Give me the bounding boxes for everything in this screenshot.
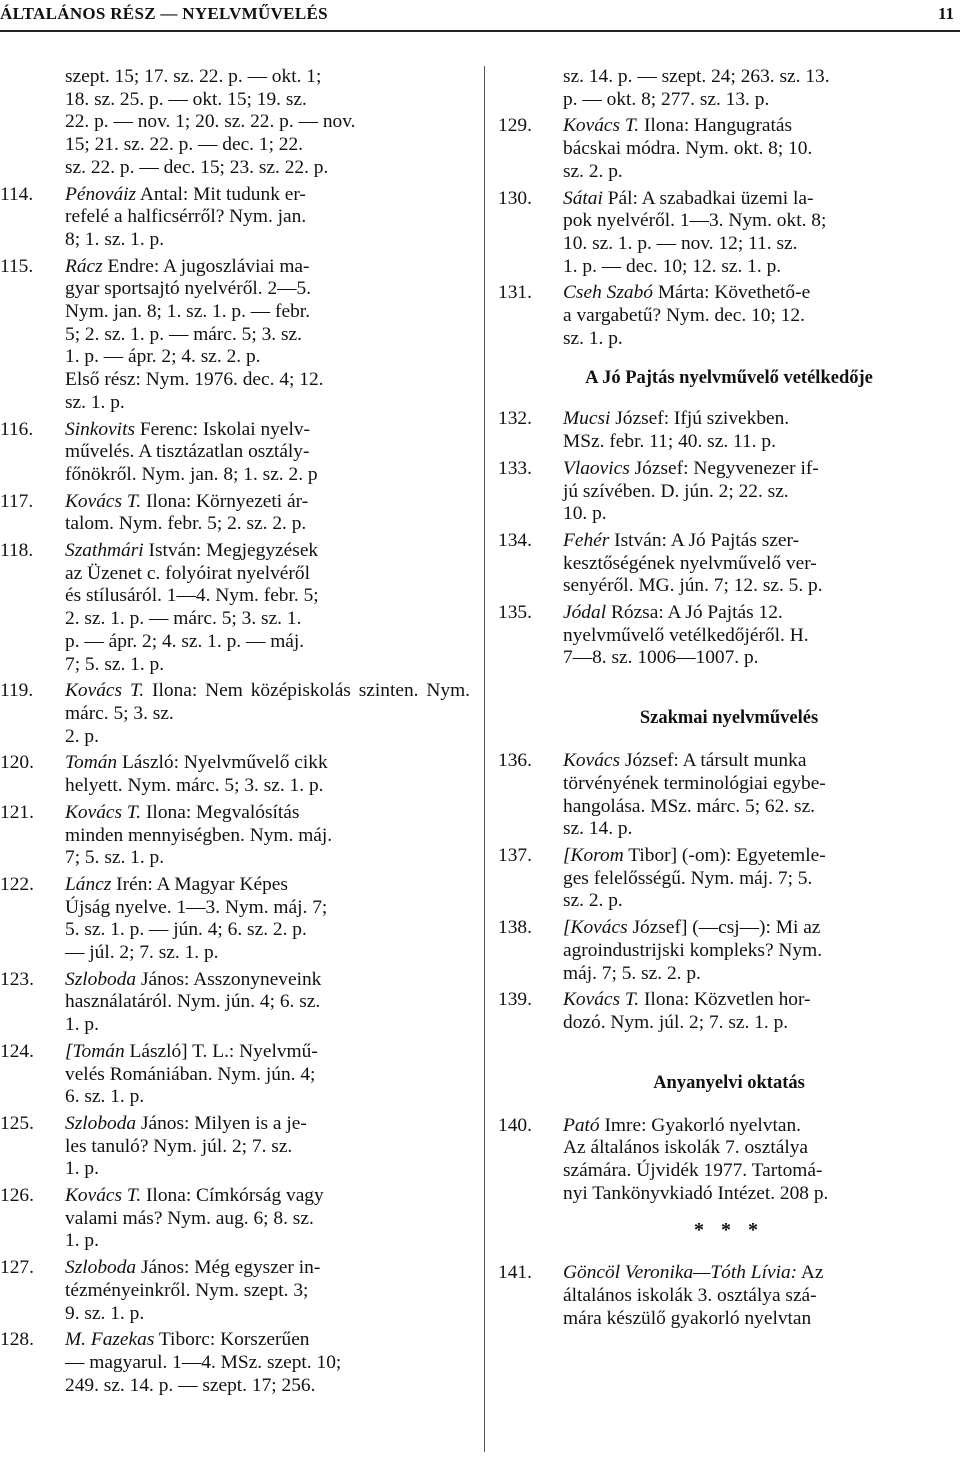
bibliography-entry: [498, 1262, 960, 1330]
section-separator-stars: * * *: [694, 1219, 764, 1242]
entry-author: Jódal: [563, 602, 607, 624]
entry-number: 120.: [0, 752, 34, 774]
entry-number: 137.: [498, 844, 532, 866]
entry-author: Szloboda: [65, 968, 137, 990]
bibliography-entry: [498, 530, 960, 598]
entry-text: József: A társult munka törvényének terminológiai egybe- hangolása. MSz. márc. 5; 62. sz. sz. 14. p.: [563, 750, 826, 840]
entry-author: Sinkovits: [65, 418, 136, 440]
entry-number: 140.: [498, 1114, 532, 1136]
entry-author: M. Fazekas: [65, 1329, 155, 1351]
entry-number: 133.: [498, 457, 532, 479]
entry-text: József: Ifjú szivekben. MSz. febr. 11; 40. sz. 11. p.: [563, 408, 790, 453]
bibliography-entry: [0, 1113, 470, 1181]
entry-text: János: Milyen is a je- les tanuló? Nym. júl. 2; 7. sz. 1. p.: [65, 1112, 307, 1180]
entry-number: 116.: [0, 418, 34, 440]
column-divider: [484, 66, 485, 1452]
bibliography-entry: [0, 419, 470, 487]
bibliography-entry: [0, 491, 470, 536]
bibliography-entry: [498, 66, 960, 111]
entry-text: József] (—csj—): Mi az agroindustrijski kompleks? Nym. máj. 7; 5. sz. 2. p.: [563, 917, 823, 984]
entry-text: szept. 15; 17. sz. 22. p. — okt. 1; 18. sz. 25. p. — okt. 15; 19. sz. 22. p. — nov. 1; 20. sz. 22. p. — nov. 15; 21. sz. 22. p. — dec. 1; 22. sz. 22. p. — dec. 15; 23. sz. 22. p.: [65, 66, 356, 178]
entry-number: 131.: [498, 282, 532, 304]
entry-number: 128.: [0, 1329, 34, 1351]
bibliography-entry: [498, 845, 960, 913]
bibliography-entry: [498, 602, 960, 670]
entry-author: Kovács T.: [65, 801, 142, 823]
left-column: [0, 66, 470, 1401]
bibliography-entry: [498, 188, 960, 279]
entry-author: Göncöl Veronika—Tóth Lívia:: [563, 1262, 798, 1284]
entry-number: 115.: [0, 255, 34, 277]
entry-number: 139.: [498, 989, 532, 1011]
entry-number: 136.: [498, 750, 532, 772]
bibliography-entry: [0, 1329, 470, 1397]
entry-text: Ferenc: Iskolai nyelv- művelés. A tisztázatlan osztály- főnökről. Nym. jan. 8; 1. sz. 2. p: [65, 418, 318, 485]
entry-text: Ilona: Hangugratás bácskai módra. Nym. okt. 8; 10. sz. 2. p.: [563, 115, 813, 182]
entry-author: Pénováiz: [65, 183, 137, 205]
entry-text: sz. 14. p. — szept. 24; 263. sz. 13. p. — okt. 8; 277. sz. 13. p.: [563, 66, 830, 110]
entry-number: 130.: [498, 187, 532, 209]
bibliography-entry: [498, 989, 960, 1034]
bibliography-entry: [0, 969, 470, 1037]
header-rule: [0, 30, 960, 32]
bibliography-entry: [498, 750, 960, 841]
entry-number: 114.: [0, 183, 34, 205]
right-entries-final: [498, 1262, 960, 1330]
entry-number: 125.: [0, 1112, 34, 1134]
entry-number: 141.: [498, 1262, 532, 1284]
entry-author: Fehér: [563, 529, 610, 551]
entry-number: 126.: [0, 1185, 34, 1207]
bibliography-entry: [0, 680, 470, 748]
bibliography-entry: [0, 874, 470, 965]
entry-text: Ilona: Megvalósítás minden mennyiségben. Nym. máj. 7; 5. sz. 1. p.: [65, 801, 333, 869]
entry-author: Cseh Szabó: [563, 282, 653, 304]
entry-author: [Korom: [563, 844, 624, 866]
entry-number: 117.: [0, 490, 34, 512]
entry-text: Tiborc: Korszerűen — magyarul. 1—4. MSz. szept. 10; 249. sz. 14. p. — szept. 17; 256.: [65, 1329, 342, 1396]
entry-author: Szathmári: [65, 540, 144, 562]
entry-author: Kovács: [563, 750, 621, 772]
right-column: [498, 66, 960, 1335]
entry-text: István: A Jó Pajtás szer- kesztőségének nyelvművelő ver- senyéről. MG. jún. 7; 12. sz. 5. p.: [563, 529, 823, 597]
right-entries-top: [498, 66, 960, 350]
entry-number: 118.: [0, 540, 34, 562]
bibliography-entry: [498, 115, 960, 183]
bibliography-entry: [498, 1115, 960, 1206]
bibliography-entry: [498, 282, 960, 350]
entry-text: László] T. L.: Nyelvmű- velés Romániában. Nym. jún. 4; 6. sz. 1. p.: [65, 1040, 318, 1108]
entry-author: Szloboda: [65, 1112, 137, 1134]
entry-number: 123.: [0, 968, 34, 990]
bibliography-entry: [498, 408, 960, 453]
entry-number: 127.: [0, 1257, 34, 1279]
entry-number: 134.: [498, 529, 532, 551]
entry-author: Kovács T.: [65, 680, 145, 702]
bibliography-entry: [0, 256, 470, 415]
entry-text: János: Asszonyneveink használatáról. Nym. jún. 4; 6. sz. 1. p.: [65, 968, 322, 1036]
bibliography-entry: [0, 802, 470, 870]
bibliography-entry: [498, 917, 960, 985]
entry-author: [Kovács: [563, 917, 628, 939]
entry-number: 129.: [498, 115, 532, 137]
entry-number: 138.: [498, 917, 532, 939]
entry-text: Márta: Követhető-e a vargabetű? Nym. dec. 10; 12. sz. 1. p.: [563, 282, 811, 349]
entry-author: Vlaovics: [563, 457, 630, 479]
entry-author: [Tomán: [65, 1040, 125, 1062]
entry-author: Kovács T.: [65, 490, 142, 512]
entry-number: 132.: [498, 408, 532, 430]
section-title-jo-pajtas: A Jó Pajtás nyelvművelő vetélkedője: [585, 368, 873, 389]
entry-text: Ilona: Közvetlen hor- dozó. Nym. júl. 2; 7. sz. 1. p.: [563, 989, 811, 1033]
bibliography-entry: [0, 752, 470, 797]
section-title-anyanyelvi: Anyanyelvi oktatás: [653, 1072, 805, 1093]
entry-text: Antal: Mit tudunk er- refelé a halficsérről? Nym. jan. 8; 1. sz. 1. p.: [65, 183, 307, 250]
bibliography-entry: [0, 66, 470, 180]
bibliography-entry: [0, 1257, 470, 1325]
entry-text: Imre: Gyakorló nyelvtan. Az általános iskolák 7. osztálya számára. Újvidék 1977. Tartomá- nyi Tankönyvkiadó Intézet. 208 p.: [563, 1114, 829, 1204]
entry-text: István: Megjegyzések az Üzenet c. folyóirat nyelvéről és stílusáról. 1—4. Nym. febr. 5; 2. sz. 1. p. — márc. 5; 3. sz. 1. p. — ápr. 2; 4. sz. 1. p. — máj. 7; 5. sz. 1. p.: [65, 540, 319, 675]
entry-author: Rácz: [65, 255, 103, 277]
entry-number: 124.: [0, 1040, 34, 1062]
page-header: [0, 0, 960, 30]
entry-text: Ilona: Címkórság vagy valami más? Nym. aug. 6; 8. sz. 1. p.: [65, 1185, 324, 1252]
bibliography-entry: [0, 1041, 470, 1109]
section-title-szakmai: Szakmai nyelvművelés: [639, 708, 819, 729]
entry-author: Tomán: [65, 752, 118, 774]
bibliography-entry: [0, 184, 470, 252]
entry-text: Endre: A jugoszláviai ma- gyar sportsajtó nyelvéről. 2—5. Nym. jan. 8; 1. sz. 1. p. — febr. 5; 2. sz. 1. p. — márc. 5; 3. sz. 1. p. — ápr. 2; 4. sz. 2. p. Első rész: Nym. 1976. dec. 4; 12. sz. 1. p.: [65, 255, 324, 413]
right-entries-szakmai: [498, 750, 960, 1034]
running-title: ÁLTALÁNOS RÉSZ — NYELVMŰVELÉS: [0, 4, 328, 23]
entry-text: Rózsa: A Jó Pajtás 12. nyelvművelő vetélkedőjéről. H. 7—8. sz. 1006—1007. p.: [563, 602, 809, 669]
right-entries-jo-pajtas: [498, 408, 960, 670]
entry-text: László: Nyelvművelő cikk helyett. Nym. márc. 5; 3. sz. 1. p.: [65, 752, 328, 797]
entry-author: Kovács T.: [563, 115, 640, 137]
entry-author: Láncz: [65, 873, 112, 895]
entry-text: Ilona: Környezeti ár- talom. Nym. febr. 5; 2. sz. 2. p.: [65, 490, 309, 535]
entry-text: Pál: A szabadkai üzemi la- pok nyelvéről. 1—3. Nym. okt. 8; 10. sz. 1. p. — nov. 12; 11. sz. 1. p. — dec. 10; 12. sz. 1. p.: [563, 187, 827, 277]
entry-number: 121.: [0, 801, 34, 823]
bibliography-entry: [498, 458, 960, 526]
entry-text: Tibor] (-om): Egyetemle- ges felelősségű. Nym. máj. 7; 5. sz. 2. p.: [563, 844, 826, 912]
entry-author: Mucsi: [563, 408, 611, 430]
entry-number: 119.: [0, 680, 34, 702]
bibliography-entry: [0, 1185, 470, 1253]
entry-number: 122.: [0, 873, 34, 895]
entry-text: Irén: A Magyar Képes Újság nyelve. 1—3. Nym. máj. 7; 5. sz. 1. p. — jún. 4; 6. sz. 2. p. — júl. 2; 7. sz. 1. p.: [65, 873, 328, 964]
bibliography-entry: [0, 540, 470, 676]
entry-number: 135.: [498, 602, 532, 624]
entry-author: Pató: [563, 1114, 600, 1136]
entry-author: Sátai: [563, 187, 603, 209]
entry-text: József: Negyvenezer if- jú szívében. D. jún. 2; 22. sz. 10. p.: [563, 457, 819, 525]
entry-author: Kovács T.: [563, 989, 640, 1011]
entry-author: Szloboda: [65, 1257, 137, 1279]
entry-text: János: Még egyszer in- tézményeinkről. Nym. szept. 3; 9. sz. 1. p.: [65, 1257, 321, 1324]
entry-text: Ilona: Nem középiskolás szinten. Nym. márc. 5; 3. sz. 2. p.: [65, 680, 470, 747]
page-number: 11: [937, 4, 954, 23]
entry-author: Kovács T.: [65, 1185, 142, 1207]
entry-text: Az általános iskolák 3. osztálya szá- mára készülő gyakorló nyelvtan: [563, 1262, 824, 1329]
right-entries-anyanyelvi: [498, 1115, 960, 1206]
